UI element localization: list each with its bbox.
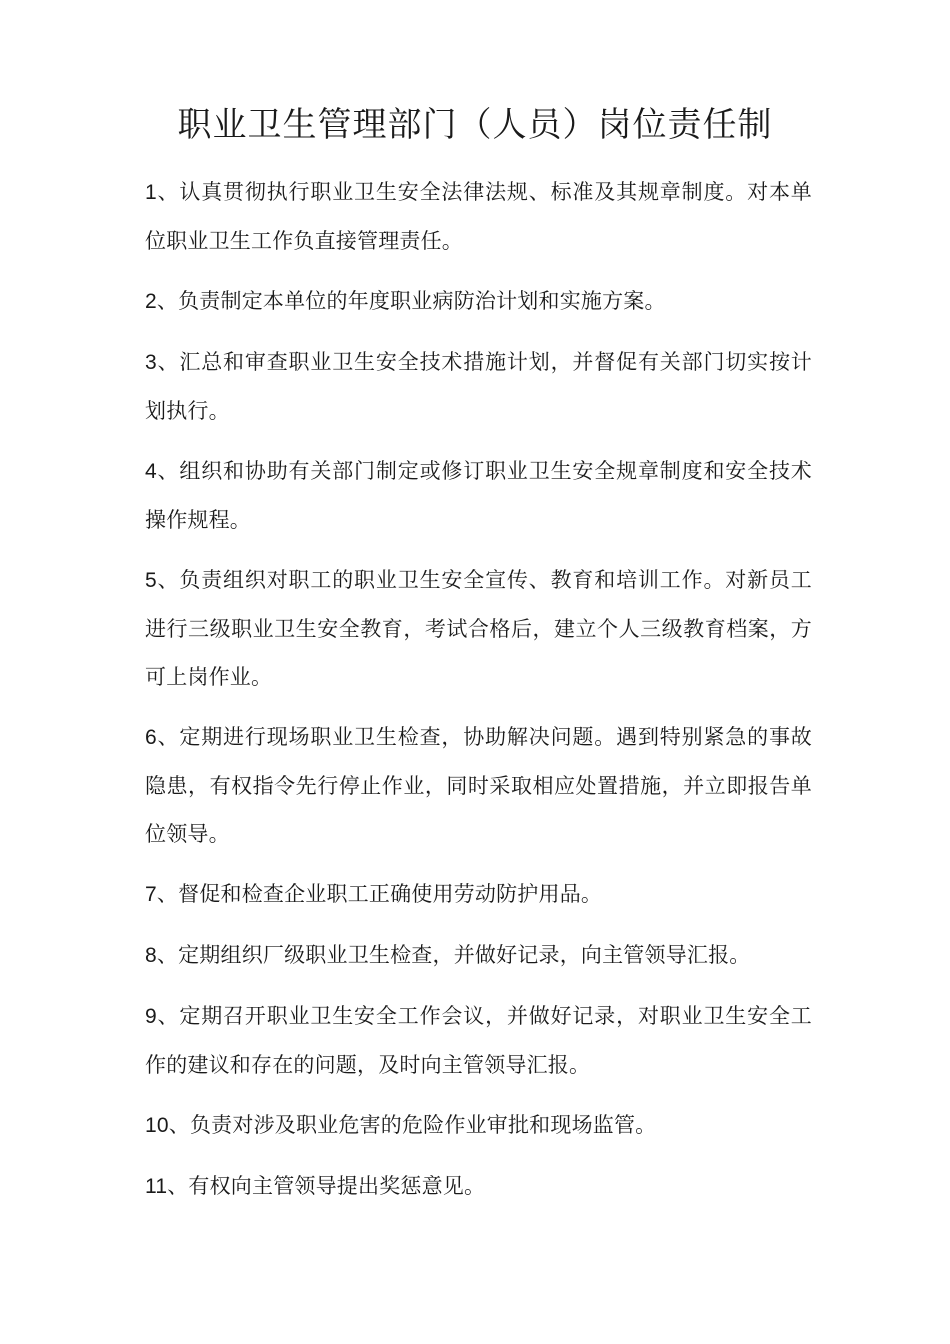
list-item [145, 447, 812, 544]
responsibility-list [145, 168, 812, 1223]
item-text: 、负责组织对职工的职业卫生安全宣传、教育和培训工作。对新员工进行三级职业卫生安全教育，考试合格后，建立个人三级教育档案，方可上岗作业。 [145, 568, 812, 689]
document-title: 职业卫生管理部门（人员）岗位责任制 [177, 105, 773, 145]
item-text: 、负责制定本单位的年度职业病防治计划和实施方案。 [156, 289, 666, 313]
item-text: 、督促和检查企业职工正确使用劳动防护用品。 [156, 882, 603, 906]
item-text: 、负责对涉及职业危害的危险作业审批和现场监管。 [168, 1113, 657, 1137]
item-text: 、有权向主管领导提出奖惩意见。 [167, 1174, 486, 1198]
list-item [145, 870, 812, 919]
list-item [145, 1101, 812, 1150]
list-item [145, 556, 812, 701]
item-text: 、定期进行现场职业卫生检查，协助解决问题。遇到特别紧急的事故隐患，有权指令先行停止作业，同时采取相应处置措施，并立即报告单位领导。 [145, 725, 812, 846]
list-item [145, 1162, 812, 1211]
item-text: 、认真贯彻执行职业卫生安全法律法规、标准及其规章制度。对本单位职业卫生工作负直接管理责任。 [145, 180, 812, 253]
item-number: 1 [145, 181, 157, 204]
item-text: 、定期召开职业卫生安全工作会议，并做好记录，对职业卫生安全工作的建议和存在的问题，及时向主管领导汇报。 [145, 1004, 812, 1077]
item-number: 3 [145, 351, 157, 374]
item-number: 9 [145, 1005, 157, 1028]
list-item [145, 338, 812, 435]
item-number: 11 [145, 1175, 168, 1198]
item-number: 8 [145, 944, 157, 967]
item-text: 、定期组织厂级职业卫生检查，并做好记录，向主管领导汇报。 [156, 943, 751, 967]
item-number: 5 [145, 569, 157, 592]
item-number: 2 [145, 290, 157, 313]
item-text: 、汇总和审查职业卫生安全技术措施计划，并督促有关部门切实按计划执行。 [145, 350, 812, 423]
item-number: 6 [145, 726, 157, 749]
item-number: 7 [145, 883, 157, 906]
list-item [145, 277, 812, 326]
item-text: 、组织和协助有关部门制定或修订职业卫生安全规章制度和安全技术操作规程。 [145, 459, 812, 532]
item-number: 4 [145, 460, 157, 483]
list-item [145, 931, 812, 980]
list-item [145, 713, 812, 858]
list-item [145, 992, 812, 1089]
item-number: 10 [145, 1114, 169, 1137]
list-item [145, 168, 812, 265]
